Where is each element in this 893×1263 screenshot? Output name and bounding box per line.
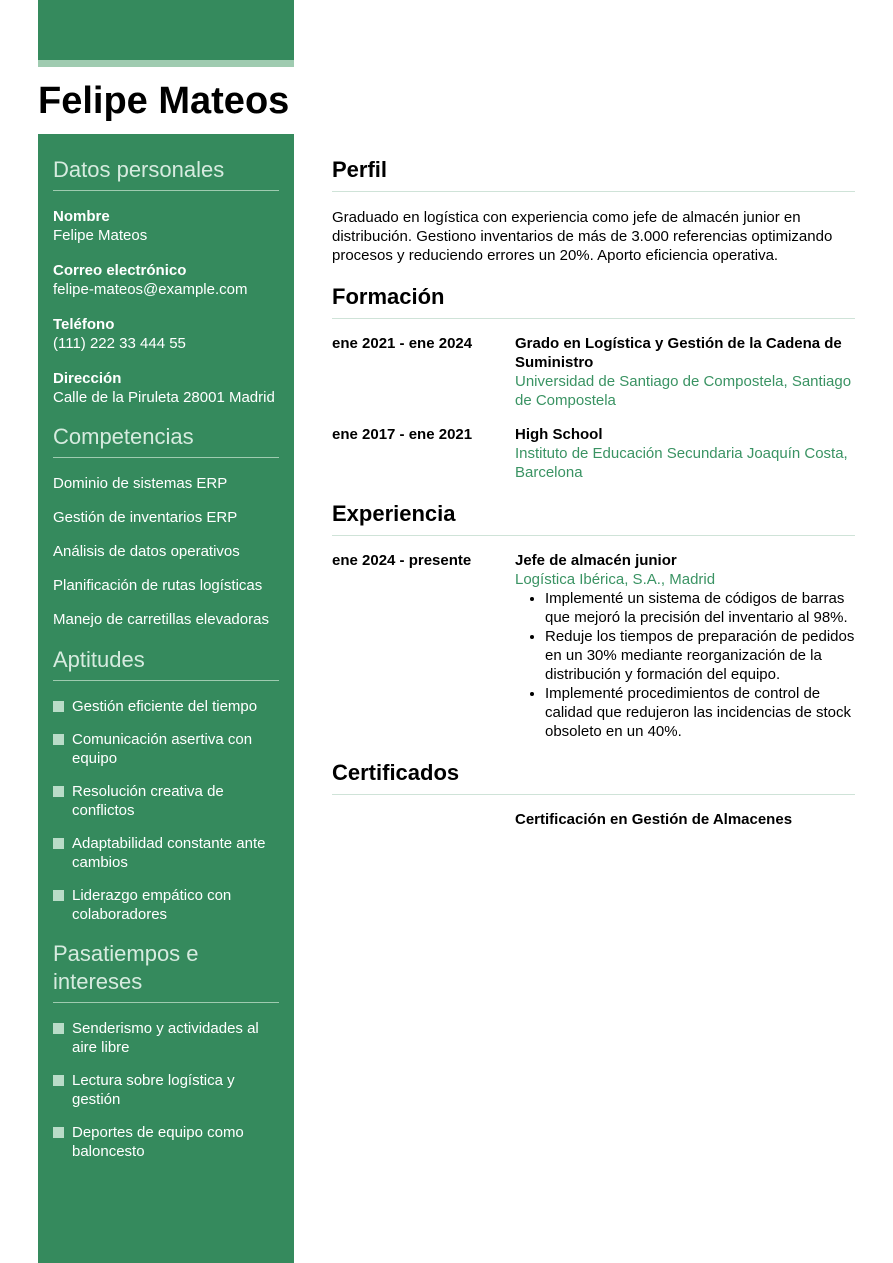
aptitude-item	[53, 697, 279, 716]
hobby-item	[53, 1019, 279, 1057]
aptitudes-heading: Aptitudes	[53, 646, 279, 681]
square-bullet-icon	[53, 734, 64, 745]
achievement-item: • Implementé procedimientos de control de calidad que redujeron las incidencias de stock obsoleto en un 40%.	[545, 684, 855, 741]
skill-item: Dominio de sistemas ERP	[53, 475, 228, 492]
achievement-item: • Reduje los tiempos de preparación de pedidos en un 30% mediante reorganización de la distribución y formación del equipo.	[545, 627, 855, 684]
profile-text: Graduado en logística con experiencia como jefe de almacén junior en distribución. Gestiono inventarios de más de 3.000 referencias optimizando procesos y reduciendo errores un 20%. Aporto eficiencia operativa.	[332, 209, 833, 264]
skill-item: Manejo de carretillas elevadoras	[53, 611, 269, 628]
candidate-name: Felipe Mateos	[38, 80, 290, 122]
skill-item: Gestión de inventarios ERP	[53, 509, 238, 526]
skills-heading: Competencias	[53, 423, 279, 458]
main-content	[332, 156, 855, 847]
hobbies-heading: Pasatiempos e intereses	[53, 940, 279, 1003]
square-bullet-icon	[53, 786, 64, 797]
field-label: Teléfono	[53, 316, 115, 333]
education-heading: Formación	[332, 283, 855, 319]
entry-body	[515, 551, 855, 741]
hobbies-section	[53, 940, 279, 1161]
personal-data-section	[53, 156, 279, 407]
aptitude-item	[53, 834, 279, 872]
skills-section	[53, 423, 279, 630]
aptitude-text: Adaptabilidad constante ante cambios	[72, 835, 266, 871]
personal-field-address	[53, 369, 279, 407]
hobby-item	[53, 1123, 279, 1161]
entry-title: Grado en Logística y Gestión de la Cadena de Suministro	[515, 335, 842, 371]
field-value: (111) 222 33 444 55	[53, 335, 186, 352]
profile-heading: Perfil	[332, 156, 855, 192]
education-entry	[332, 425, 855, 482]
skill-item: Análisis de datos operativos	[53, 543, 240, 560]
certificates-section	[332, 759, 855, 829]
hobby-text: Deportes de equipo como baloncesto	[72, 1124, 244, 1160]
hobby-text: Senderismo y actividades al aire libre	[72, 1020, 259, 1056]
square-bullet-icon	[53, 1023, 64, 1034]
header-accent-stripe	[38, 60, 294, 67]
personal-field-phone	[53, 315, 279, 353]
entry-date: ene 2017 - ene 2021	[332, 426, 473, 443]
entry-organization: Instituto de Educación Secundaria Joaquín Costa, Barcelona	[515, 445, 848, 481]
header-color-block	[38, 0, 294, 60]
skill-item: Planificación de rutas logísticas	[53, 577, 263, 594]
certificate-entry	[332, 810, 855, 829]
entry-body	[515, 425, 855, 482]
personal-field-name	[53, 207, 279, 245]
entry-date: ene 2021 - ene 2024	[332, 335, 473, 352]
square-bullet-icon	[53, 701, 64, 712]
profile-section	[332, 156, 855, 265]
certificates-heading: Certificados	[332, 759, 855, 795]
entry-title: Certificación en Gestión de Almacenes	[515, 811, 793, 828]
field-label: Nombre	[53, 208, 110, 225]
entry-organization: Universidad de Santiago de Compostela, Santiago de Compostela	[515, 373, 852, 409]
field-value: Felipe Mateos	[53, 227, 148, 244]
personal-data-heading: Datos personales	[53, 156, 279, 191]
education-section	[332, 283, 855, 482]
aptitude-item	[53, 730, 279, 768]
entry-title: Jefe de almacén junior	[515, 552, 677, 569]
entry-date: ene 2024 - presente	[332, 552, 472, 569]
entry-organization: Logística Ibérica, S.A., Madrid	[515, 571, 716, 588]
aptitude-text: Comunicación asertiva con equipo	[72, 731, 253, 767]
education-entry	[332, 334, 855, 410]
hobby-item	[53, 1071, 279, 1109]
aptitude-item	[53, 886, 279, 924]
experience-section	[332, 500, 855, 741]
square-bullet-icon	[53, 1075, 64, 1086]
aptitude-text: Gestión eficiente del tiempo	[72, 698, 258, 715]
achievement-list	[515, 589, 855, 741]
entry-date	[332, 810, 515, 829]
field-value: felipe-mateos@example.com	[53, 281, 248, 298]
square-bullet-icon	[53, 890, 64, 901]
experience-heading: Experiencia	[332, 500, 855, 536]
aptitude-text: Liderazgo empático con colaboradores	[72, 887, 232, 923]
entry-title: High School	[515, 426, 603, 443]
aptitude-text: Resolución creativa de conflictos	[72, 783, 224, 819]
hobby-text: Lectura sobre logística y gestión	[72, 1072, 235, 1108]
sidebar	[38, 134, 294, 1263]
achievement-item: • Implementé un sistema de códigos de barras que mejoró la precisión del inventario al 98%.	[545, 589, 855, 627]
personal-field-email	[53, 261, 279, 299]
square-bullet-icon	[53, 838, 64, 849]
entry-body	[515, 334, 855, 410]
aptitudes-section	[53, 646, 279, 924]
field-label: Dirección	[53, 370, 122, 387]
experience-entry	[332, 551, 855, 741]
aptitude-item	[53, 782, 279, 820]
entry-body	[515, 810, 855, 829]
field-label: Correo electrónico	[53, 262, 187, 279]
square-bullet-icon	[53, 1127, 64, 1138]
field-value: Calle de la Piruleta 28001 Madrid	[53, 389, 275, 406]
